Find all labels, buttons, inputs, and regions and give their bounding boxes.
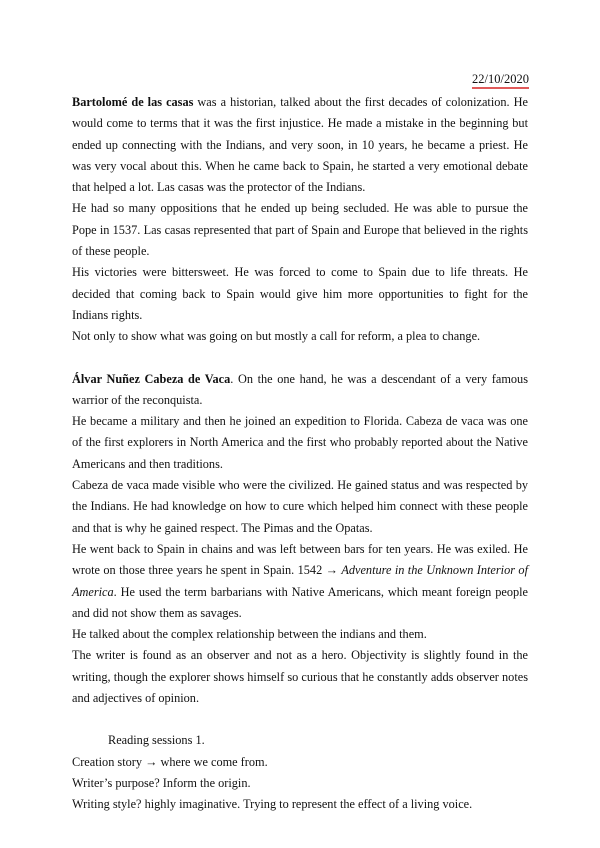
cabeza-paragraph-2: He became a military and then he joined an expedition to Florida. Cabeza de vaca was one of the first explorers in North America and the first who probably reported about the Native Americans and then traditions. [72, 414, 528, 471]
reading-line-3: Writing style? highly imaginative. Trying to represent the effect of a living voice. [72, 797, 473, 812]
date-label: 22/10/2020 [472, 72, 529, 89]
reading-sessions-heading: Reading sessions 1. [108, 733, 205, 748]
las-casas-name: Bartolomé de las casas [72, 95, 194, 109]
document-body [72, 92, 528, 816]
cabeza-paragraph-6: The writer is found as an observer and not as a hero. Objectivity is slightly found in the writing, though the explorer shows himself so curious that he constantly adds observer notes and adjectives of opinion. [72, 648, 528, 706]
las-casas-paragraph-2: He had so many oppositions that he ended up being secluded. He was able to pursue the Pope in 1537. Las casas represented that part of Spain and Europe that believed in the rights of these people. [72, 201, 528, 259]
las-casas-paragraph-3: His victories were bittersweet. He was forced to come to Spain due to life threats. He decided that coming back to Spain would give him more opportunities to fight for the Indians rights. [72, 265, 528, 322]
las-casas-paragraph-4: Not only to show what was going on but mostly a call for reform, a plea to change. [72, 329, 481, 344]
cabeza-text-1: . On the one hand, he was a descendant of a very famous warrior of the reconquista. [72, 371, 528, 407]
cabeza-paragraph-5: He talked about the complex relationship between the indians and them. [72, 627, 427, 642]
cabeza-text-4a: He went back to Spain in chains and was left between bars for ten years. He was exiled. He wrote on those three years he spent in Spain. 1542 → [72, 541, 528, 578]
spacer [72, 709, 528, 730]
las-casas-text-1: was a historian, talked about the first decades of colonization. He would come to terms that it was the first injustice. He made a mistake in the beginning but ended up connecting with the Indians, and very soon, in 10 years, he became a priest. He was very vocal about this. When he came back to Spain, he started a very emotional debate that helped a lot. Las casas was the protector of the Indians. [72, 95, 528, 195]
cabeza-text-4b: . He used the term barbarians with Native Americans, which meant foreign people and did not show them as savages. [72, 584, 528, 620]
cabeza-paragraph-1 [72, 369, 528, 412]
spacer [72, 348, 528, 369]
book-title: Adventure in the Unknown Interior of America [72, 563, 528, 599]
reading-line-2: Writer’s purpose? Inform the origin. [72, 775, 251, 790]
cabeza-paragraph-3: Cabeza de vaca made visible who were the civilized. He gained status and was respected by the Indians. He had knowledge on how to cure which helped him connect with these people and that is why he gained respect. The Pimas and the Opatas. [72, 478, 528, 535]
cabeza-paragraph-4 [72, 539, 528, 624]
cabeza-name: Álvar Nuñez Cabeza de Vaca [72, 371, 231, 386]
las-casas-paragraph-1 [72, 92, 528, 198]
reading-line-1: Creation story → where we come from. [72, 754, 268, 769]
